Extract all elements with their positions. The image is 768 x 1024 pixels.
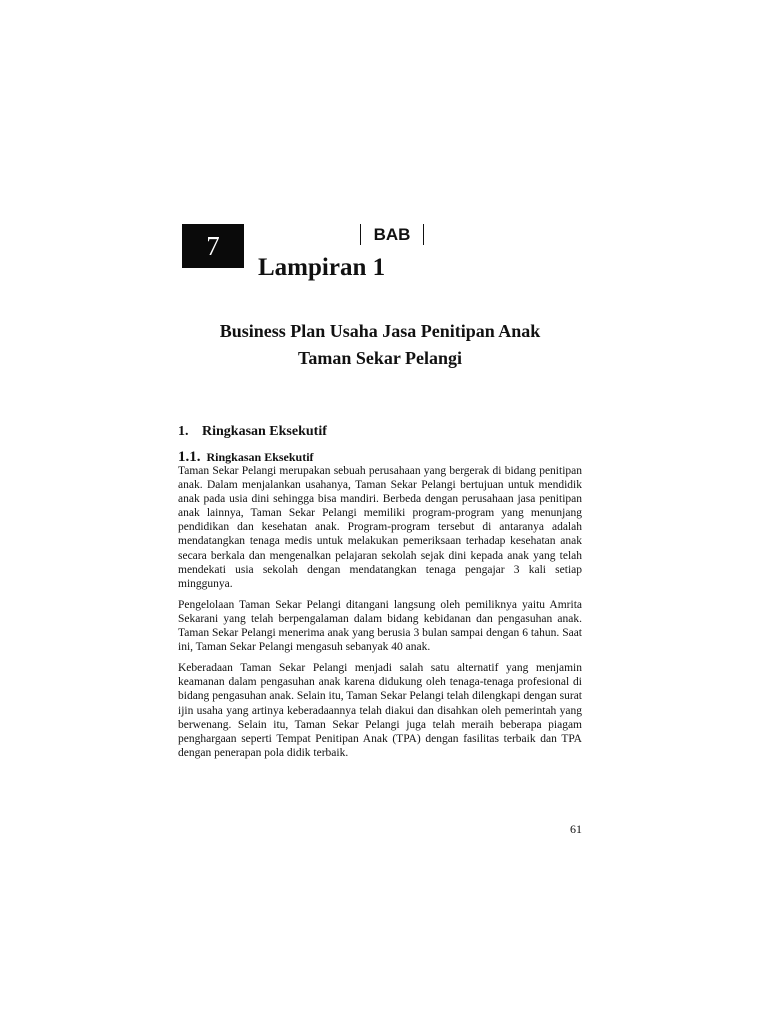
page-number: 61 xyxy=(570,822,582,836)
chapter-number: 7 xyxy=(206,230,220,261)
chapter-title: Lampiran 1 xyxy=(258,254,386,281)
section-heading xyxy=(178,424,327,440)
document-title-line-1: Business Plan Usaha Jasa Penitipan Anak xyxy=(219,321,541,341)
section-title: Ringkasan Eksekutif xyxy=(202,424,327,439)
subsection-number: 1.1. xyxy=(178,449,201,465)
chapter-number-box xyxy=(182,224,244,268)
body-text xyxy=(178,464,582,767)
paragraph-2: Pengelolaan Taman Sekar Pelangi ditangani langsung oleh pemiliknya yaitu Amrita Sekarani yang telah berpengalaman dalam bidang kebidanan dan pengasuhan anak. Taman Sekar Pelangi menerima anak yang berusia 3 bulan sampai dengan 6 tahun. Saat ini, Taman Sekar Pelangi mengasuh sebanyak 40 anak. xyxy=(178,598,582,654)
paragraph-1: Taman Sekar Pelangi merupakan sebuah perusahaan yang bergerak di bidang penitipan anak. Dalam menjalankan usahanya, Taman Sekar Pelangi bertujuan untuk mendidik anak pada usia dini sehingga bisa mandiri. Berbeda dengan perusahaan jasa penitipan anak lainnya, Taman Sekar Pelangi memiliki program-program yang menunjang pendidikan dan kesehatan anak. Program-program tersebut di antaranya adalah mendatangkan tenaga medis untuk melakukan pemeriksaan terhadap kesehatan anak secara berkala dan mengenalkan pelajaran sekolah sejak dini kepada anak yang telah mendekati usia sekolah dengan mendatangkan tenaga pengajar 3 kali setiap minggunya. xyxy=(178,465,582,590)
section-number: 1. xyxy=(178,424,189,439)
paragraph-3: Keberadaan Taman Sekar Pelangi menjadi salah satu alternatif yang menjamin keamanan dalam pengasuhan anak karena didukung oleh tenaga-tenaga profesional di bidang pengasuhan anak. Selain itu, Taman Sekar Pelangi telah dilengkapi dengan surat ijin usaha yang artinya keberadaannya telah diakui dan disahkan oleh pemerintah yang berwenang. Selain itu, Taman Sekar Pelangi juga telah meraih beberapa piagam penghargaan seperti Tempat Penitipan Anak (TPA) dengan fasilitas terbaik dan TPA dengan penerapan pola didik terbaik. xyxy=(178,662,582,759)
document-title xyxy=(150,318,610,372)
document-title-line-2: Taman Sekar Pelangi xyxy=(297,348,463,368)
chapter-label: BAB xyxy=(360,224,424,245)
subsection-title: Ringkasan Eksekutif xyxy=(206,450,314,464)
